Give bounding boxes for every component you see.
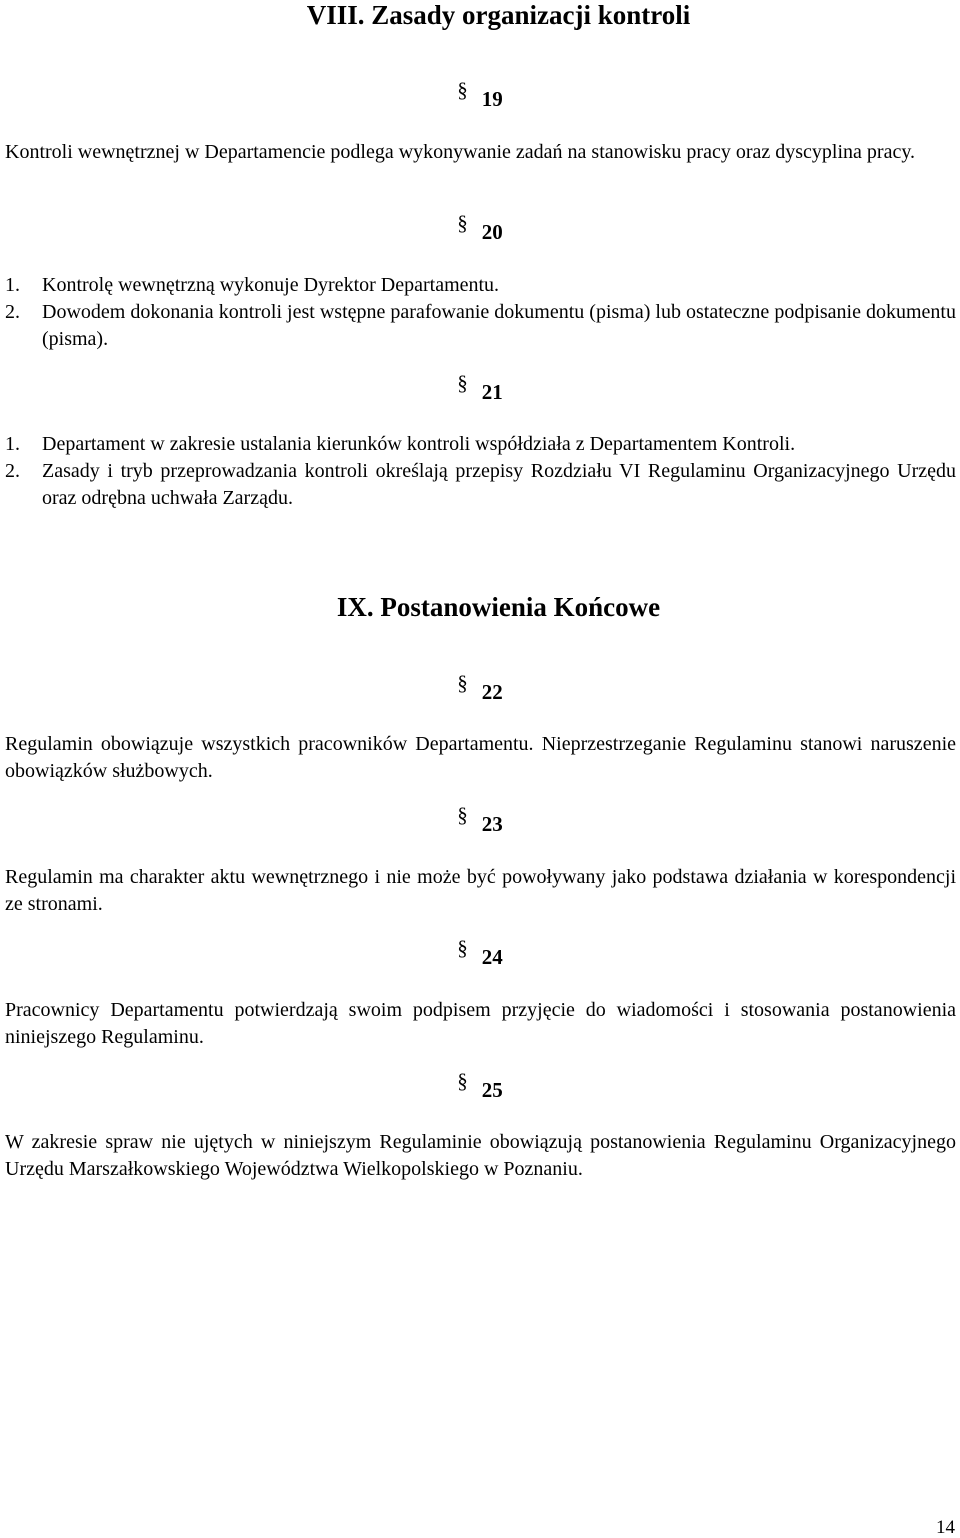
section-heading-25 xyxy=(0,1069,960,1103)
paragraph-sign: § xyxy=(457,803,468,827)
section-heading-22 xyxy=(0,671,960,705)
item-number: 1. xyxy=(5,433,20,455)
section-number: 25 xyxy=(481,1078,503,1102)
page-number: 14 xyxy=(936,1517,955,1538)
section-heading-24 xyxy=(0,936,960,970)
section-21-item-2 xyxy=(5,458,956,512)
section-number: 23 xyxy=(481,812,503,836)
section-heading-20 xyxy=(0,211,960,245)
section-20-item-1 xyxy=(5,272,956,299)
section-heading-21 xyxy=(0,371,960,405)
section-number: 22 xyxy=(481,680,503,704)
chapter-title-ix: IX. Postanowienia Końcowe xyxy=(336,592,661,622)
item-text: Kontrolę wewnętrzną wykonuje Dyrektor Departamentu. xyxy=(42,274,500,296)
section-20-item-2 xyxy=(5,299,956,353)
section-heading-23 xyxy=(0,803,960,837)
section-21-item-1 xyxy=(5,431,956,458)
chapter-title-viii: VIII. Zasady organizacji kontroli xyxy=(306,0,691,30)
section-number: 24 xyxy=(481,945,503,969)
section-22-text: Regulamin obowiązuje wszystkich pracowników Departamentu. Nieprzestrzeganie Regulaminu stanowi naruszenie obowiązków służbowych. xyxy=(5,733,956,782)
paragraph-sign: § xyxy=(457,78,468,102)
item-number: 1. xyxy=(5,274,20,296)
section-number: 19 xyxy=(481,87,503,111)
paragraph-sign: § xyxy=(457,211,468,235)
section-23-text: Regulamin ma charakter aktu wewnętrznego i nie może być powoływany jako podstawa działania w korespondencji ze stronami. xyxy=(5,866,956,915)
item-text: Zasady i tryb przeprowadzania kontroli określają przepisy Rozdziału VI Regulaminu Organizacyjnego Urzędu oraz odrębna uchwała Zarządu. xyxy=(42,460,956,509)
item-number: 2. xyxy=(5,301,20,323)
paragraph-sign: § xyxy=(457,371,468,395)
item-text: Dowodem dokonania kontroli jest wstępne parafowanie dokumentu (pisma) lub ostateczne podpisanie dokumentu (pisma). xyxy=(42,301,956,350)
section-number: 21 xyxy=(481,380,503,404)
item-number: 2. xyxy=(5,460,20,482)
item-text: Departament w zakresie ustalania kierunków kontroli współdziała z Departamentem Kontroli. xyxy=(42,433,796,455)
section-25-text: W zakresie spraw nie ujętych w niniejszym Regulaminie obowiązują postanowienia Regulaminu Organizacyjnego Urzędu Marszałkowskiego Województwa Wielkopolskiego w Poznaniu. xyxy=(5,1131,956,1180)
section-19-text: Kontroli wewnętrznej w Departamencie podlega wykonywanie zadań na stanowisku pracy oraz dyscyplina pracy. xyxy=(5,141,916,163)
paragraph-sign: § xyxy=(457,1069,468,1093)
section-heading-19 xyxy=(0,78,960,112)
paragraph-sign: § xyxy=(457,671,468,695)
section-24-text: Pracownicy Departamentu potwierdzają swoim podpisem przyjęcie do wiadomości i stosowania postanowienia niniejszego Regulaminu. xyxy=(5,999,956,1048)
section-number: 20 xyxy=(481,220,503,244)
paragraph-sign: § xyxy=(457,936,468,960)
